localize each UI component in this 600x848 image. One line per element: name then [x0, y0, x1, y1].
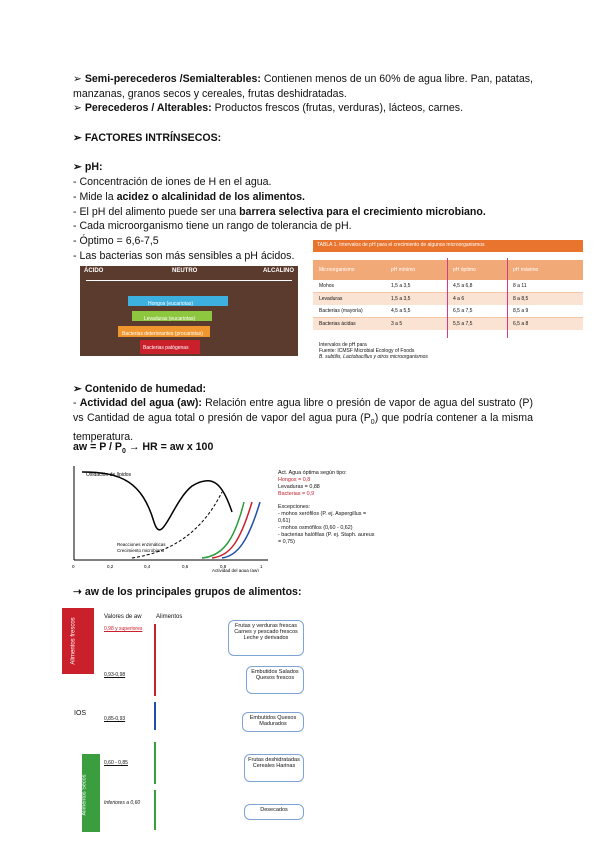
ph-heading: ➢ pH: [73, 161, 103, 173]
aw-definition: - Actividad del agua (aw): Relación entre agua libre o presión de vapor de agua del sustrato (P) vs Cantidad de agua total o presión de vapor del agua pura $(P_0)$ que podría contener a la misma temperatura. [73, 397, 533, 444]
groups-range-1: 0,98 y superiores [104, 626, 143, 632]
groups-secos-label: Alimentos Secos [81, 774, 88, 816]
humedad-heading: ➢ Contenido de humedad: [73, 383, 207, 395]
groups-col-aw: Valores de aw [104, 614, 142, 620]
groups-bracket-5 [154, 790, 156, 830]
aw-microbial-label: Crecimiento microbiano [117, 548, 165, 553]
aw-notes-exception-1: - mohos xerófilos (P. ej. Aspergillus = 0,61) [278, 511, 367, 524]
factores-heading: ➢ FACTORES INTRÍNSECOS: [73, 132, 222, 144]
ph-acid-label: ÁCIDO [84, 268, 104, 274]
aw-tick-5: 1 [260, 564, 263, 569]
aw-enzymatic-label: Reacciones enzimáticas [117, 542, 166, 547]
semi-perecederos-text: Contienen menos de un 60% de agua libre. Pan, patatas, manzanas, granos secos y cereales, frutas deshidratadas. [73, 73, 534, 100]
aw-tick-3: 0,6 [182, 564, 189, 569]
aw-graph [62, 462, 272, 572]
ph-table-title: TABLA 1. Intervalos de pH para el crecimiento de algunos microorganismos [313, 240, 583, 252]
groups-bracket-2 [154, 660, 156, 696]
bullet-arrow-icon: ➢ [73, 161, 82, 173]
groups-bracket-3 [154, 702, 156, 730]
ph-table-header: Microorganismo pH mínimo pH óptimo pH máximo [313, 260, 583, 280]
groups-range-3: 0,85-0,93 [104, 716, 126, 722]
table-row: Bacterias ácidas 3 a 5 5,5 a 7,5 6,5 a 8 [313, 318, 583, 330]
arrow-icon: ➝ [73, 586, 82, 598]
groups-box-2: Embutidos Salados Quesos frescos [246, 666, 304, 694]
aw-groups-figure [60, 604, 310, 832]
groups-range-2: 0,93-0,98 [104, 672, 126, 678]
groups-range-4: 0,60 - 0,85 [104, 760, 128, 766]
groups-box-5: Desecados [244, 804, 304, 820]
groups-heading: ➝ aw de los principales grupos de alimentos: [73, 586, 302, 598]
table-row: Levaduras 1,5 a 3,5 4 a 6 8 a 8,5 [313, 293, 583, 305]
ph-bar-bacterias-pat: Bacterias patógenas (procariotas) [140, 340, 200, 354]
semi-perecederos-paragraph [73, 72, 533, 101]
bullet-arrow-icon: ➢ [73, 383, 82, 395]
ph-table-figure [313, 240, 583, 380]
ph-line-5: - Óptimo = 6,6-7,5 [73, 235, 159, 247]
aw-formula: aw = P / $P_0$ → HR = aw x 100 [73, 441, 214, 456]
aw-notes-exceptions: Excepciones: [278, 504, 311, 510]
aw-notes-bacterias: Bacterias = 0,9 [278, 491, 315, 497]
groups-bracket-4 [154, 742, 156, 784]
aw-notes-title: Act. Agua óptima según tipo: [278, 470, 347, 476]
groups-box-3: Embutidos Quesos Madurados [242, 712, 304, 732]
perecederos-text: Productos frescos (frutas, verduras), lácteos, carnes. [211, 102, 464, 114]
ph-line-1: - Concentración de iones de H en el agua. [73, 176, 272, 188]
ph-neutral-label: NEUTRO [172, 268, 198, 274]
groups-bracket-1 [154, 624, 156, 664]
semi-perecederos-label: Semi-perecederos /Semialterables: [84, 73, 261, 85]
aw-tick-1: 0,2 [107, 564, 114, 569]
ph-line-6: - Las bacterias son más sensibles a pH ácidos. [73, 250, 295, 262]
ph-line-3: - El pH del alimento puede ser una barrera selectiva para el crecimiento microbiano. [73, 206, 486, 218]
aw-notes-exception-2: - mohos osmófilos (0,60 - 0,62) [278, 525, 353, 531]
ph-line-2: - Mide la acidez o alcalinidad de los alimentos. [73, 191, 305, 203]
groups-range-5: Inferiores a 0,60 [104, 800, 141, 806]
ph-scale-figure [80, 266, 298, 363]
ph-table-note-2: Fuente: ICMSF Microbial Ecology of Foods [319, 348, 415, 354]
aw-x-axis-label: Actividad del agua (aw) [212, 568, 259, 572]
groups-frescos-band [62, 608, 94, 674]
ph-bar-bacterias-det: Bacterias deteriorantes (procariotas) [118, 326, 210, 337]
bullet-arrow-icon: ➢ [73, 102, 82, 114]
groups-frescos-label: Alimentos frescos [70, 617, 77, 665]
ph-line-4: - Cada microorganismo tiene un rango de tolerancia de pH. [73, 220, 352, 232]
aw-notes [278, 470, 378, 546]
perecederos-label: Perecederos / Alterables: [84, 102, 212, 114]
aw-curve-label: Oxidación de lípidos [86, 472, 132, 478]
bullet-arrow-icon: ➢ [73, 73, 82, 85]
bullet-arrow-icon: ➢ [73, 132, 82, 144]
aw-notes-exception-3: - bacterias halófilas (P. ej. Staph. aureus = 0,75) [278, 532, 375, 545]
ph-table-note-3: B. subtilis, Lactobacillus y otros microorganismos [319, 354, 428, 360]
ph-bar-levaduras: Levaduras (eucariotas) [132, 311, 212, 321]
groups-box-1: Frutas y verduras frescas Carnes y pescado frescos Leche y derivados [228, 620, 304, 656]
ph-table-highlight-line [447, 258, 448, 338]
perecederos-paragraph [73, 101, 533, 116]
aw-notes-levaduras: Levaduras = 0,88 [278, 484, 320, 490]
aw-notes-hongos: Hongos = 0,8 [278, 477, 311, 483]
ph-table-highlight-line [507, 258, 508, 338]
aw-tick-4: 0,8 [220, 564, 227, 569]
ph-scale-axis [86, 280, 292, 281]
aw-tick-0: 0 [72, 564, 75, 569]
ph-bar-hongos: Hongos (eucariotas) [128, 296, 228, 306]
ph-table-note-1: Intervalos de pH para [319, 342, 367, 348]
table-row: Bacterias (mayoría) 4,5 a 5,5 6,5 a 7,5 8,5 a 9 [313, 305, 583, 318]
groups-col-alimentos: Alimentos [156, 614, 183, 620]
aw-tick-2: 0,4 [144, 564, 151, 569]
groups-box-4: Frutas deshidratadas Cereales Harinas [244, 754, 304, 782]
ph-alkaline-label: ALCALINO [263, 268, 294, 274]
table-row: Mohos 1,5 a 3,5 4,5 a 6,8 8 a 11 [313, 280, 583, 293]
groups-ios-label: IOS [74, 710, 87, 717]
aw-curve-lipid [82, 472, 232, 530]
